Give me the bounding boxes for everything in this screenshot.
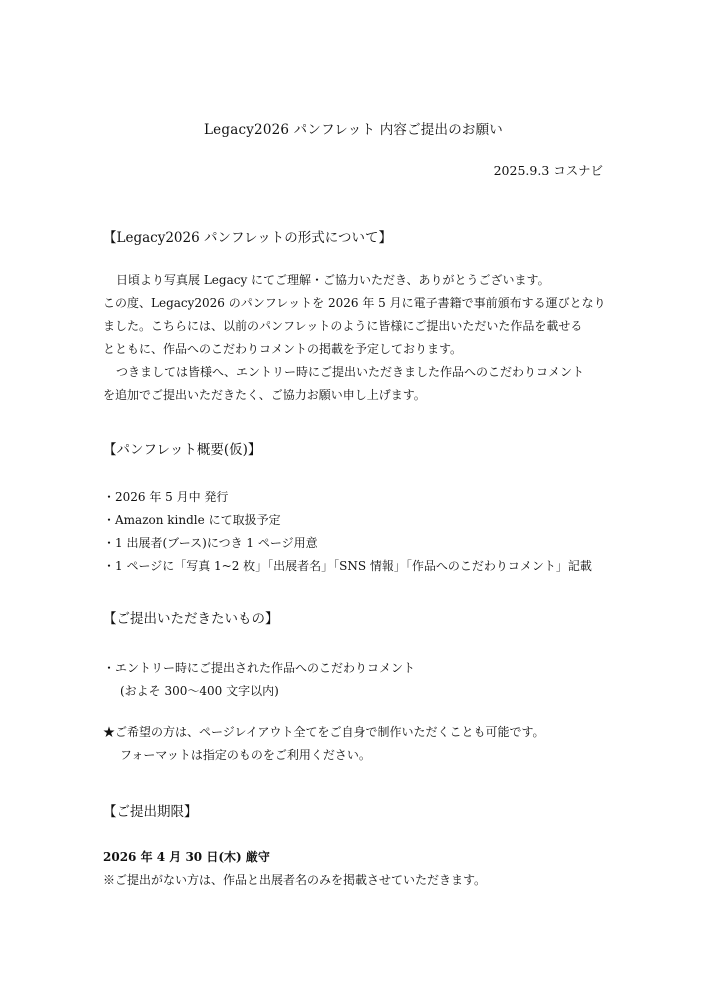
- section-heading-format: 【Legacy2026 パンフレットの形式について】: [103, 230, 393, 246]
- list-item: ・1 ページに「写真 1~2 枚」「出展者名」「SNS 情報」「作品へのこだわりコメント」記載: [103, 559, 592, 573]
- document-title: Legacy2026 パンフレット 内容ご提出のお願い: [204, 122, 503, 138]
- overview-list: [103, 486, 606, 578]
- section-submission: [103, 610, 606, 767]
- section-overview: [103, 441, 606, 578]
- layout-option-note: ★ご希望の方は、ページレイアウト全てをご自身で制作いただくことも可能です。: [103, 725, 545, 739]
- deadline-date: 2026 年 4 月 30 日(木) 厳守: [103, 850, 270, 864]
- date-and-organizer: 2025.9.3 コスナビ: [493, 163, 603, 178]
- format-line-1: 日頃より写真展 Legacy にてご理解・ご協力いただき、ありがとうございます。: [116, 273, 550, 287]
- deadline-note: ※ご提出がない方は、作品と出展者名のみを掲載させていただきます。: [103, 873, 487, 887]
- submission-item: ・エントリー時にご提出された作品へのこだわりコメント: [103, 661, 416, 675]
- submission-item-note: (およそ 300〜400 文字以内): [120, 684, 279, 698]
- section-heading-deadline: 【ご提出期限】: [103, 804, 198, 820]
- format-note: フォーマットは指定のものをご利用ください。: [120, 748, 371, 762]
- list-item: ・2026 年 5 月中 発行: [103, 490, 229, 504]
- format-line-3: ました。こちらには、以前のパンフレットのように皆様にご提出いただいた作品を載せる: [103, 319, 583, 333]
- list-item: ・1 出展者(ブース)につき 1 ページ用意: [103, 536, 318, 550]
- section-deadline: [103, 803, 606, 892]
- format-line-5: つきましては皆様へ、エントリー時にご提出いただきました作品へのこだわりコメント: [116, 365, 585, 379]
- format-line-4: とともに、作品へのこだわりコメントの掲載を予定しております。: [103, 342, 463, 356]
- list-item: ・Amazon kindle にて取扱予定: [103, 513, 281, 527]
- section-heading-overview: 【パンフレット概要(仮)】: [103, 442, 262, 458]
- section-format: [103, 229, 606, 407]
- section-heading-submission: 【ご提出いただきたいもの】: [103, 611, 279, 627]
- format-line-2: この度、Legacy2026 のパンフレットを 2026 年 5 月に電子書籍で事前頒布する運びとなり: [103, 296, 606, 310]
- format-line-6: を追加でご提出いただきたく、ご協力お願い申し上げます。: [103, 388, 426, 402]
